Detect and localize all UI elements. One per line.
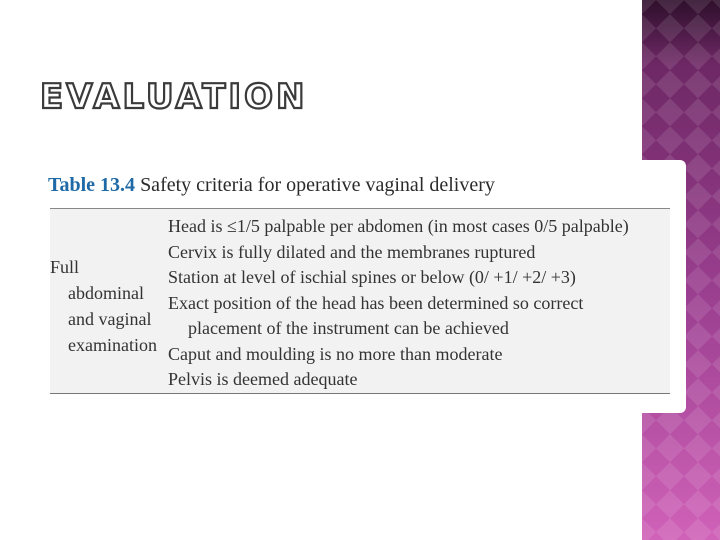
criteria-item: Exact position of the head has been determined so correct: [168, 292, 584, 313]
row-header-line: examination: [68, 335, 157, 355]
table-caption: [48, 174, 495, 197]
criteria-table: [50, 208, 670, 394]
criteria-item: Pelvis is deemed adequate: [168, 369, 358, 389]
row-header-line: and vaginal: [68, 309, 152, 329]
criteria-item: Caput and moulding is no more than moderate: [168, 343, 503, 364]
criteria-item: Cervix is fully dilated and the membranes ruptured: [168, 241, 536, 262]
slide-title: EVALUATION: [40, 77, 308, 117]
criteria-item: Head is ≤1/5 palpable per abdomen (in most cases 0/5 palpable): [168, 216, 629, 236]
criteria-item-continuation: placement of the instrument can be achieved: [188, 318, 509, 338]
table-top-rule: [50, 208, 670, 209]
table-caption-text: Safety criteria for operative vaginal delivery: [140, 174, 495, 196]
criteria-item: Station at level of ischial spines or below (0/ +1/ +2/ +3): [168, 267, 576, 287]
row-header-line: Full: [50, 257, 80, 277]
row-header-line: abdominal: [68, 283, 144, 303]
table-caption-label: Table 13.4: [48, 174, 136, 196]
criteria-list: [168, 214, 673, 393]
row-header: [50, 254, 160, 358]
table-figure: [40, 160, 686, 413]
